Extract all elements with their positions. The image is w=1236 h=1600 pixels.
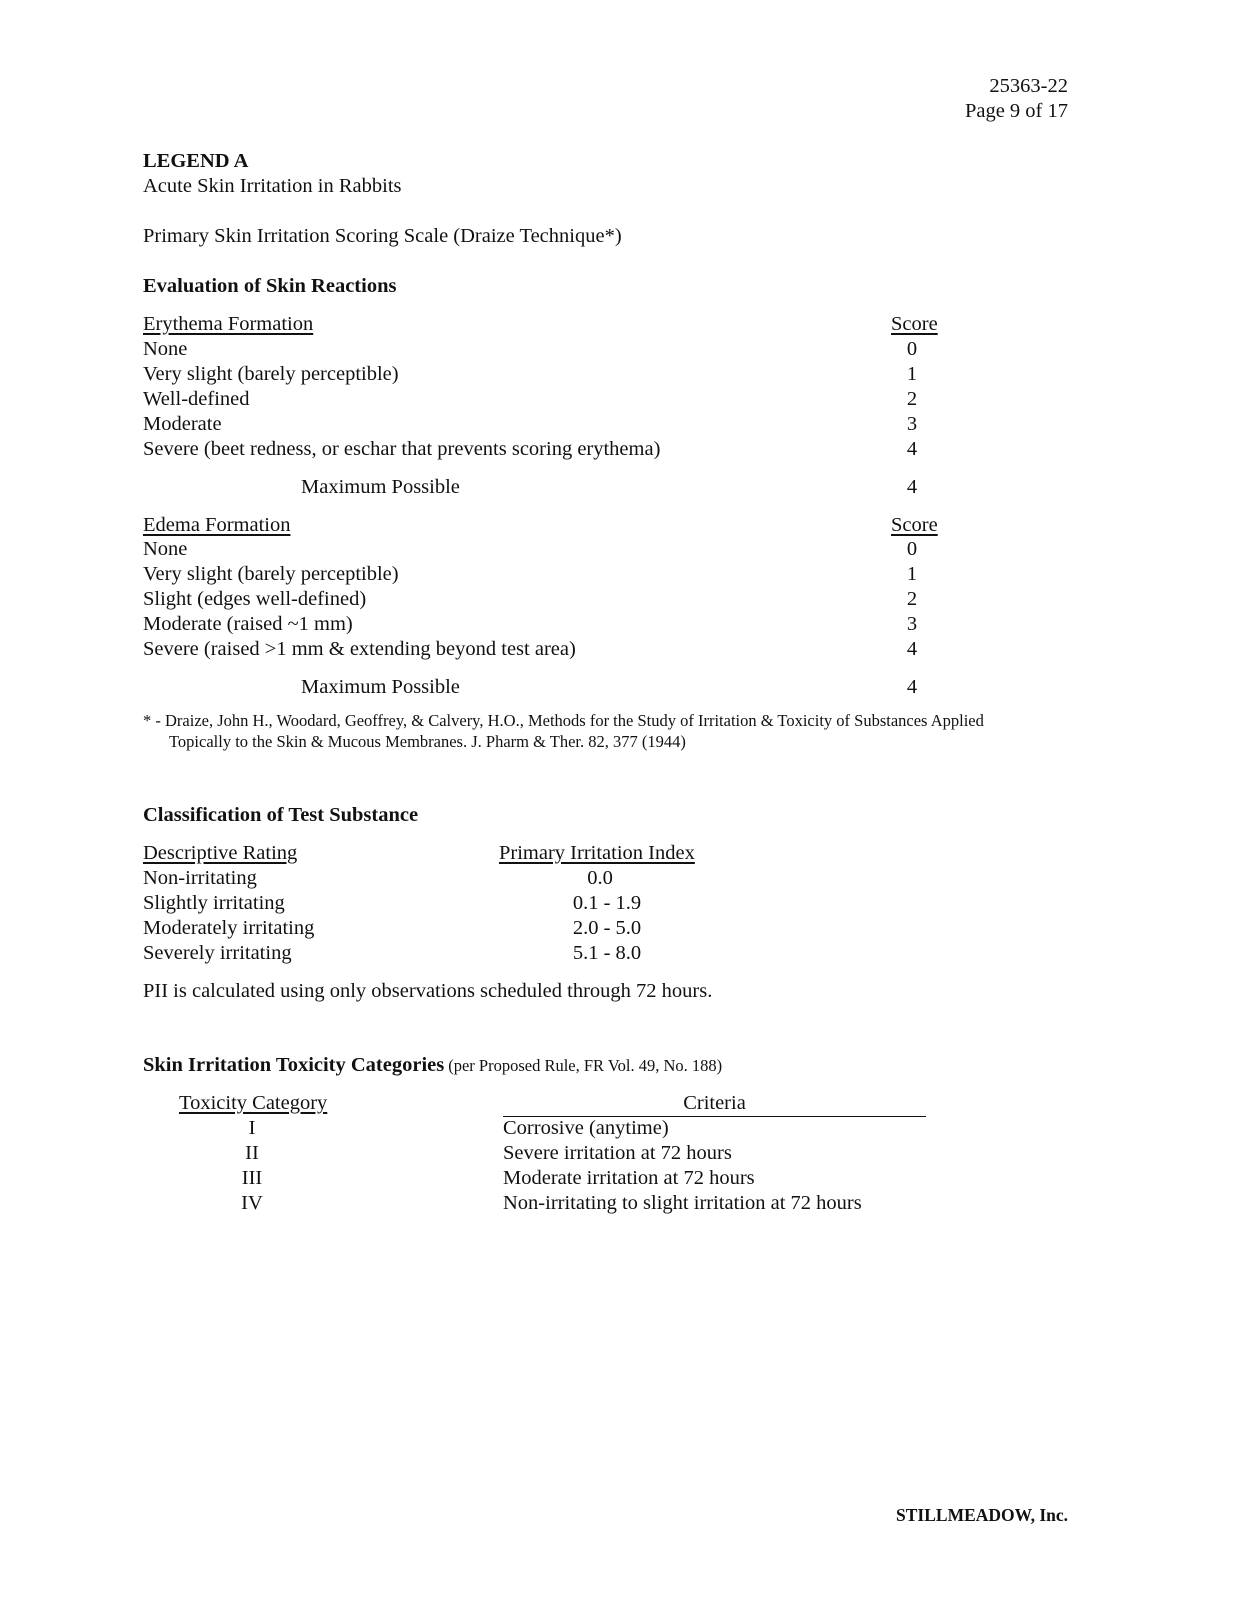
edema-row-label: None: [143, 538, 188, 560]
erythema-header: Erythema Formation: [143, 313, 314, 335]
toxicity-category: II: [245, 1142, 259, 1164]
erythema-row-label: Severe (beet redness, or eschar that prevents scoring erythema): [143, 438, 661, 460]
erythema-row-label: Very slight (barely perceptible): [143, 363, 399, 385]
edema-row-score: 2: [906, 588, 918, 610]
pii-note: PII is calculated using only observations scheduled through 72 hours.: [143, 980, 713, 1002]
legend-subtitle: Acute Skin Irritation in Rabbits: [143, 175, 402, 197]
toxicity-criteria: Moderate irritation at 72 hours: [503, 1167, 755, 1189]
classification-rating: Severely irritating: [143, 942, 292, 964]
erythema-row-label: Moderate: [143, 413, 222, 435]
classification-rating: Moderately irritating: [143, 917, 315, 939]
scale-title: Primary Skin Irritation Scoring Scale (Draize Technique*): [143, 225, 622, 247]
edema-row-label: Moderate (raised ~1 mm): [143, 613, 353, 635]
edema-row-label: Very slight (barely perceptible): [143, 563, 399, 585]
erythema-score-header: Score: [891, 313, 938, 335]
edema-header: Edema Formation: [143, 514, 291, 536]
edema-row-score: 0: [906, 538, 918, 560]
erythema-row-score: 3: [906, 413, 918, 435]
report-number: 25363-22: [989, 75, 1068, 97]
classification-index: 0.1 - 1.9: [572, 892, 642, 914]
classification-index: 5.1 - 8.0: [572, 942, 642, 964]
toxicity-heading: Skin Irritation Toxicity Categories: [143, 1054, 445, 1076]
edema-row-score: 1: [906, 563, 918, 585]
edema-row-score: 3: [906, 613, 918, 635]
classification-index: 0.0: [587, 867, 613, 889]
evaluation-heading: Evaluation of Skin Reactions: [143, 275, 397, 297]
erythema-max-score: 4: [906, 476, 918, 498]
edema-max-score: 4: [906, 676, 918, 698]
toxicity-category: III: [241, 1167, 263, 1189]
erythema-row-score: 0: [906, 338, 918, 360]
footnote-line-2: Topically to the Skin & Mucous Membranes. J. Pharm & Ther. 82, 377 (1944): [169, 732, 686, 751]
erythema-row-label: Well-defined: [143, 388, 250, 410]
classification-heading: Classification of Test Substance: [143, 804, 419, 826]
col-primary-irritation-index: Primary Irritation Index: [499, 842, 695, 864]
col-descriptive-rating: Descriptive Rating: [143, 842, 298, 864]
classification-rating: Non-irritating: [143, 867, 257, 889]
toxicity-criteria: Non-irritating to slight irritation at 72 hours: [503, 1192, 862, 1214]
toxicity-heading-line: [143, 1055, 722, 1076]
col-criteria: Criteria: [503, 1093, 926, 1117]
toxicity-heading-note: (per Proposed Rule, FR Vol. 49, No. 188): [448, 1056, 723, 1075]
erythema-max-label: Maximum Possible: [301, 476, 460, 498]
classification-index: 2.0 - 5.0: [572, 917, 642, 939]
edema-score-header: Score: [891, 514, 938, 536]
toxicity-category: IV: [241, 1192, 263, 1214]
toxicity-category: I: [248, 1117, 256, 1139]
col-toxicity-category: Toxicity Category: [179, 1092, 328, 1114]
toxicity-criteria: Severe irritation at 72 hours: [503, 1142, 732, 1164]
edema-max-label: Maximum Possible: [301, 676, 460, 698]
edema-row-score: 4: [906, 638, 918, 660]
erythema-row-label: None: [143, 338, 188, 360]
footnote-line-1: * - Draize, John H., Woodard, Geoffrey, & Calvery, H.O., Methods for the Study of Irritation & Toxicity of Substances Applied: [143, 711, 984, 730]
page-number: Page 9 of 17: [964, 100, 1068, 122]
toxicity-criteria: Corrosive (anytime): [503, 1117, 669, 1139]
edema-row-label: Slight (edges well-defined): [143, 588, 367, 610]
classification-rating: Slightly irritating: [143, 892, 285, 914]
erythema-row-score: 2: [906, 388, 918, 410]
erythema-row-score: 1: [906, 363, 918, 385]
company-footer: STILLMEADOW, Inc.: [896, 1505, 1068, 1525]
edema-row-label: Severe (raised >1 mm & extending beyond test area): [143, 638, 576, 660]
legend-title: LEGEND A: [143, 150, 249, 172]
erythema-row-score: 4: [906, 438, 918, 460]
